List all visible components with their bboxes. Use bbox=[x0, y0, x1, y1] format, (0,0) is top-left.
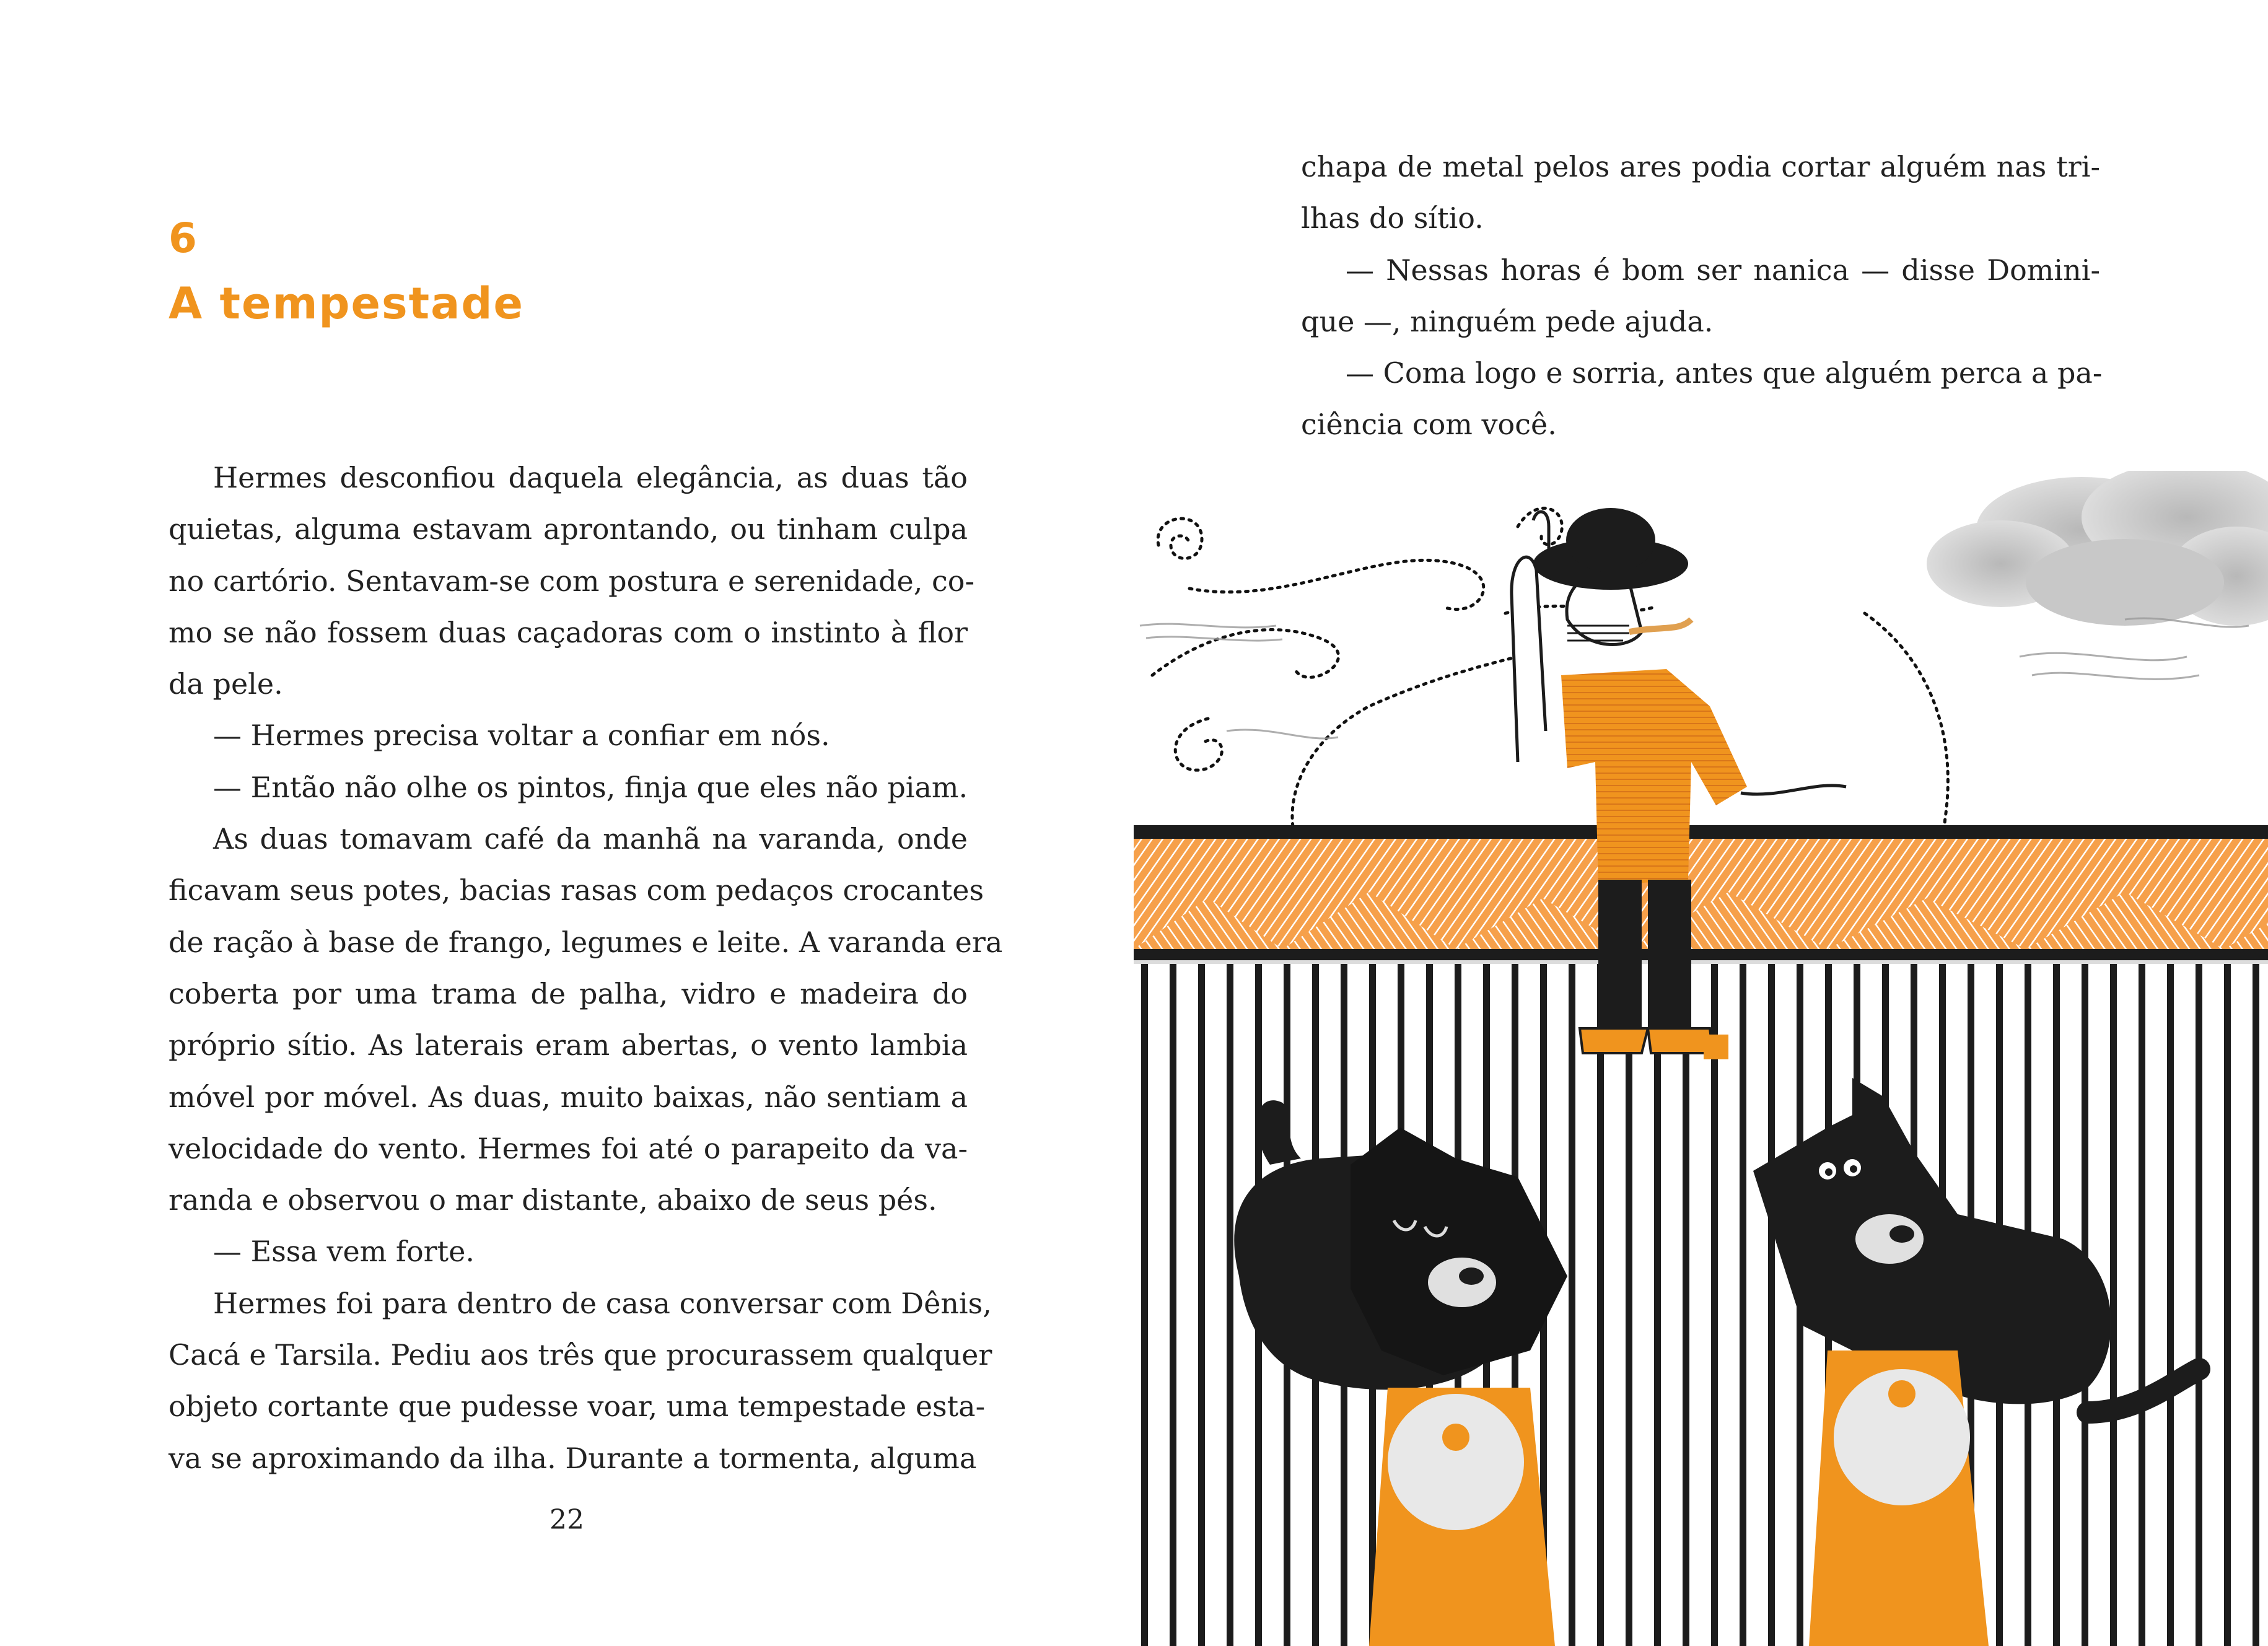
text-line: móvel por móvel. As duas, muito baixas, não sentiam a bbox=[169, 1080, 968, 1114]
baluster bbox=[2253, 964, 2259, 1646]
text-line: da pele. bbox=[169, 667, 283, 701]
baluster bbox=[1626, 964, 1632, 1646]
baluster bbox=[1597, 964, 1604, 1646]
baluster bbox=[1683, 964, 1689, 1646]
baluster bbox=[1654, 964, 1661, 1646]
baluster bbox=[2224, 964, 2231, 1646]
baluster bbox=[1740, 964, 1746, 1646]
chapter-number: 6 bbox=[169, 214, 197, 262]
left-body-text bbox=[169, 452, 1003, 1484]
text-line: — Essa vem forte. bbox=[213, 1235, 475, 1269]
baluster bbox=[2110, 964, 2117, 1646]
text-line: — Então não olhe os pintos, finja que eles não piam. bbox=[213, 770, 968, 804]
text-line: lhas do sítio. bbox=[1301, 201, 1484, 235]
baluster bbox=[1170, 964, 1176, 1646]
storm-illustration bbox=[1134, 471, 2268, 1646]
dog-right bbox=[1753, 1078, 2199, 1646]
text-line: chapa de metal pelos ares podia cortar alguém nas tri- bbox=[1301, 150, 2100, 183]
baluster bbox=[1569, 964, 1575, 1646]
parapet-rail bbox=[1134, 825, 2268, 839]
text-line: quietas, alguma estavam aprontando, ou tinham culpa bbox=[169, 512, 968, 546]
text-line: — Hermes precisa voltar a confiar em nós. bbox=[213, 719, 830, 753]
text-line: Cacá e Tarsila. Pediu aos três que procurassem qualquer bbox=[169, 1338, 992, 1372]
text-line: ciência com você. bbox=[1301, 408, 1557, 442]
right-page bbox=[1134, 0, 2268, 1646]
text-line: próprio sítio. As laterais eram abertas, o vento lambia bbox=[169, 1028, 968, 1062]
baluster bbox=[2139, 964, 2145, 1646]
baluster bbox=[1227, 964, 1233, 1646]
text-line: Hermes foi para dentro de casa conversar com Dênis, bbox=[213, 1286, 992, 1320]
text-line: objeto cortante que pudesse voar, uma tempestade esta- bbox=[169, 1390, 986, 1424]
text-line: va se aproximando da ilha. Durante a tormenta, alguma bbox=[169, 1441, 977, 1475]
text-line: velocidade do vento. Hermes foi até o parapeito da va- bbox=[169, 1131, 968, 1165]
text-line: Hermes desconfiou daquela elegância, as duas tão bbox=[213, 461, 968, 494]
text-line: no cartório. Sentavam-se com postura e serenidade, co- bbox=[169, 564, 975, 598]
baluster bbox=[2167, 964, 2174, 1646]
text-line: de ração à base de frango, legumes e leite. A varanda era bbox=[169, 925, 1003, 959]
storm-cloud bbox=[1927, 471, 2268, 626]
text-line: — Coma logo e sorria, antes que alguém perca a pa- bbox=[1346, 356, 2103, 390]
text-line: ficavam seus potes, bacias rasas com pedaços crocantes bbox=[169, 873, 984, 908]
cup bbox=[1704, 1035, 1728, 1059]
page-number: 22 bbox=[549, 1504, 584, 1536]
man-figure bbox=[1512, 508, 1846, 1053]
right-body-text bbox=[1301, 141, 2103, 451]
lower-rail bbox=[1134, 949, 2268, 960]
text-line: que —, ninguém pede ajuda. bbox=[1301, 304, 1714, 338]
text-line: — Nessas horas é bom ser nanica — disse Domini- bbox=[1346, 253, 2100, 287]
text-line: randa e observou o mar distante, abaixo de seus pés. bbox=[169, 1183, 937, 1217]
text-line: coberta por uma trama de palha, vidro e madeira do bbox=[169, 976, 968, 1010]
baluster bbox=[1768, 964, 1775, 1646]
herringbone-wall bbox=[1134, 839, 2268, 949]
text-line: As duas tomavam café da manhã na varanda, onde bbox=[213, 822, 968, 856]
baluster bbox=[2196, 964, 2202, 1646]
baluster bbox=[1711, 964, 1718, 1646]
baluster bbox=[1198, 964, 1205, 1646]
baluster bbox=[1141, 964, 1148, 1646]
text-line: mo se não fossem duas caçadoras com o instinto à flor bbox=[169, 615, 968, 649]
chapter-title: A tempestade bbox=[169, 278, 524, 329]
